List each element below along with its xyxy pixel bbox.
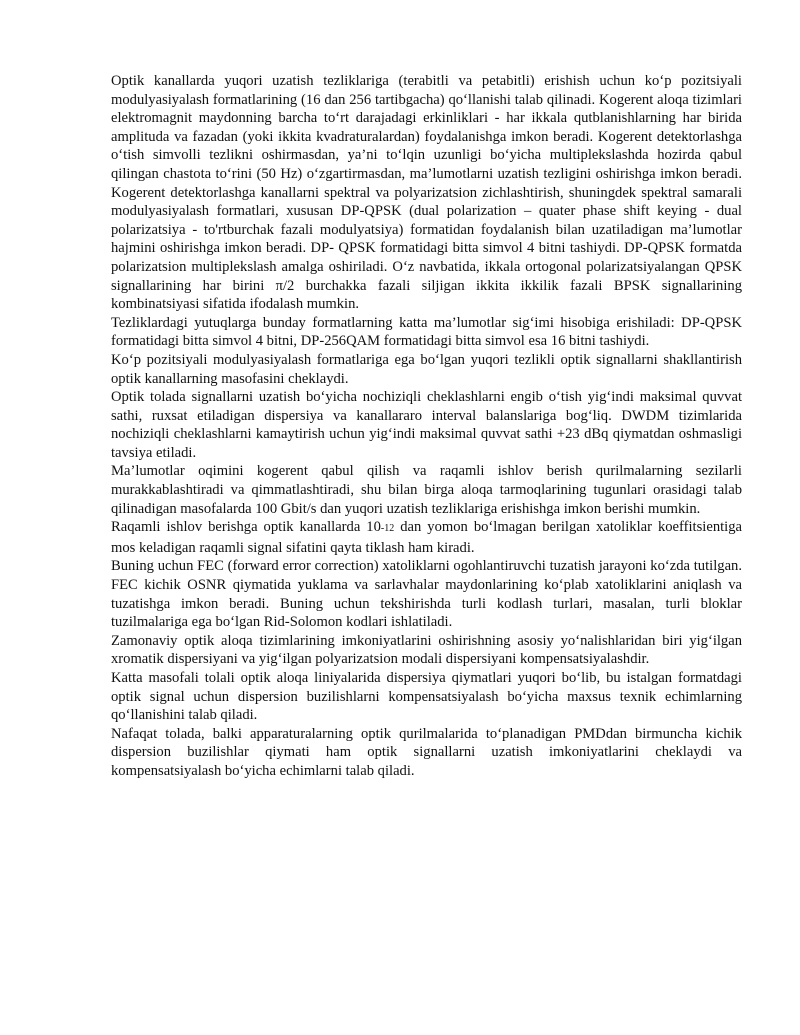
error-rate-text-after: dan yomon bo‘lmagan berilgan xatoliklar koeffitsientiga mos keladigan raqamli signal sifatini qayta tiklash ham kiradi.	[111, 519, 742, 556]
paragraph-coherent-reception: Ma’lumotlar oqimini kogerent qabul qilish va raqamli ishlov berish qurilmalarning sezilarli murakkablashtiradi va qimmatlashtiradi, shu bilan birga aloqa tarmoqlarining tugunlari orasidagi talab qilinadigan masofalarda 100 Gbit/s dan yuqori uzatish tezliklariga erishishga imkon berishi mumkin.	[111, 463, 742, 517]
paragraph-dispersion-compensation: Zamonaviy optik aloqa tizimlarining imkoniyatlarini oshirishning asosiy yo‘nalishlaridan biri yig‘ilgan xromatik dispersiyani va yig‘ilgan polyarizatsion modali dispersiyani kompensatsiyalashdir.	[111, 632, 742, 668]
error-rate-text-before: Raqamli ishlov berishga optik kanallarda 10	[111, 519, 381, 536]
paragraph-fec: Buning uchun FEC (forward error correction) xatoliklarni ogohlantiruvchi tuzatish jarayoni ko‘zda tutilgan. FEC kichik OSNR qiymatida yuklama va sarlavhalar maydonlarining ko‘plab xatoliklarini aniqlash va tuzatishga imkon beradi. Buning uchun tekshirishda turli kodlash turlari, masalan, turli bloklar tuzilmalariga ega bo‘lgan Rid-Solomon kodlari ishlatiladi.	[111, 558, 742, 631]
paragraph-error-rate	[111, 518, 742, 557]
paragraph-data-capacity: Tezliklardagi yutuqlarga bunday formatlarning katta ma’lumotlar sig‘imi hisobiga erishiladi: DP-QPSK formatidagi bitta simvol 4 bitni, DP-256QAM formatidagi bitta simvol esa 16 bitni tashiydi.	[111, 314, 742, 350]
paragraph-pmd: Nafaqat tolada, balki apparaturalarning optik qurilmalarida to‘planadigan PMDdan birmuncha kichik dispersion buzilishlar qiymati ham optik signallarni uzatish imkoniyatlarini cheklaydi va kompensatsiyalash bo‘yicha echimlarni talab qiladi.	[111, 725, 742, 779]
document-body	[111, 72, 742, 781]
paragraph-multilevel-formats: Ko‘p pozitsiyali modulyasiyalash formatlariga ega bo‘lgan yuqori tezlikli optik signallarni shakllantirish optik kanallarning masofasini cheklaydi.	[111, 351, 742, 387]
paragraph-long-haul-dispersion: Katta masofali tolali optik aloqa liniyalarida dispersiya qiymatlari yuqori bo‘lib, bu istalgan formatdagi optik signal uchun dispersion buzilishlarni kompensatsiyalash bo‘yicha maxsus texnik echimlarning qo‘llanishini talab qiladi.	[111, 670, 742, 724]
paragraph-nonlinear-limits: Optik tolada signallarni uzatish bo‘yicha nochiziqli cheklashlarni engib o‘tish yig‘indi maksimal quvvat sathi, ruxsat etiladigan dispersiya va kanallararo interval balanslariga bog‘liq. DWDM tizimlarida nochiziqli cheklashlarni kamaytirish uchun yig‘indi maksimal quvvat sathi +23 dBq qiymatdan oshmasligi tavsiya etiladi.	[111, 389, 742, 461]
paragraph-coherent-systems: Optik kanallarda yuqori uzatish tezliklariga (terabitli va petabitli) erishish uchun ko‘p pozitsiyali modulyasiyalash formatlarining (16 dan 256 tartibgacha) qo‘llanishi talab qilinadi. Kogerent aloqa tizimlari elektromagnit maydonning barcha to‘rt darajadagi erkinliklari - har ikkala qutblanishlarning har birida amplituda va fazadan (yoki ikkita kvadraturalardan) foydalanishga imkon beradi. Kogerent detektorlashga o‘tish simvolli tezlikni oshirmasdan, ya’ni to‘lqin uzunligi bo‘yicha multiplekslashda hozirda qabul qilingan chastota to‘rini (50 Hz) o‘zgartirmasdan, ma’lumotlarni uzatish tezligini oshirishga imkon beradi. Kogerent detektorlashga kanallarni spektral va polyarizatsion zichlashtirish, shuningdek spektral samarali modulyasiyalash formatlari, xususan DP-QPSK (dual polarization – quater phase shift keying - dual polarizatsiya - to'rtburchak fazali modulyatsiya) formatidan foydalanish bilan uzatiladigan ma’lumotlar hajmini oshirishga imkon beradi. DP- QPSK formatidagi bitta simvol 4 bitni tashiydi. DP-QPSK formatda polarizatsion multipleksla﻿sh amalga oshiriladi. O‘z navbatida, ikkala ortogonal polarizatsiyalangan QPSK signallarining har birini π/2 burchakka fazali siljigan ikkita ikkilik fazali BPSK signallarining kombinatsiyasi sifatida ifodalash mumkin.	[111, 73, 742, 313]
error-rate-exponent: -12	[380, 523, 395, 535]
